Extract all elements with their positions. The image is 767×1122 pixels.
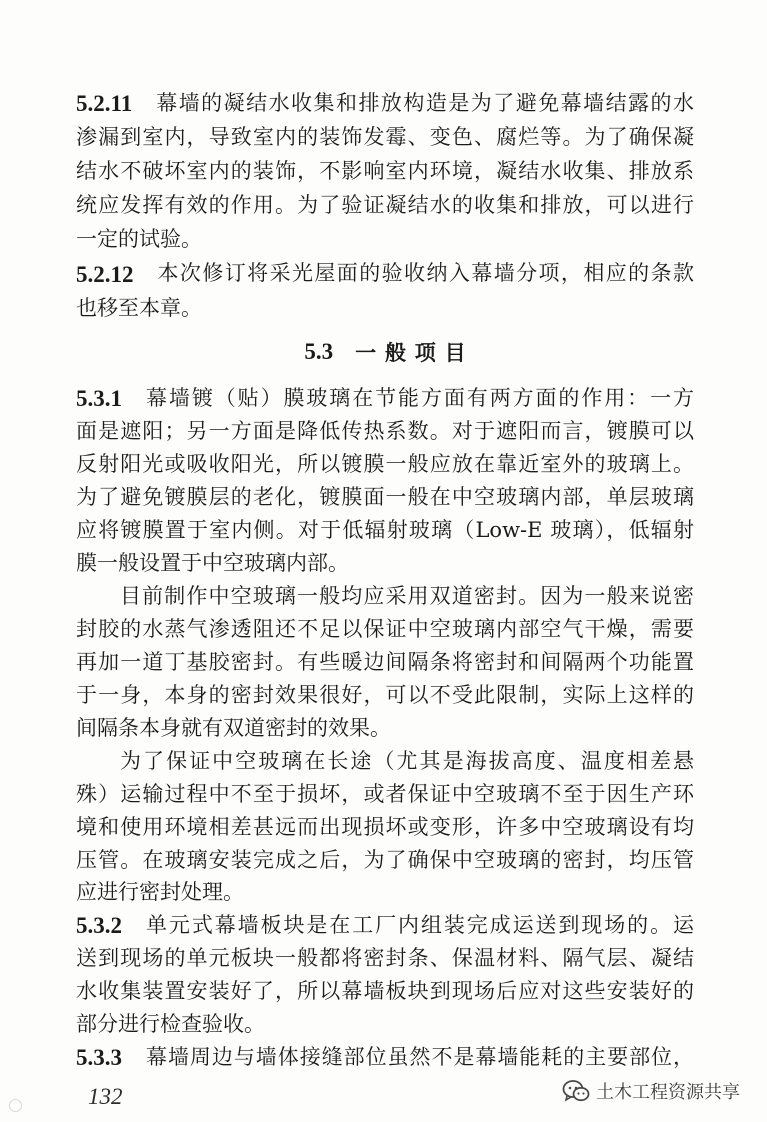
- clause-text: 间隔条本身就有双道密封的效果。: [76, 715, 391, 740]
- watermark-text: 土木工程资源共享: [596, 1082, 740, 1103]
- clause-text: 应将镀膜置于室内侧。对于低辐射玻璃（Low-E 玻璃），低辐射: [76, 518, 694, 543]
- clause-5-2-12: [76, 257, 694, 325]
- clause-text: 封胶的水蒸气渗透阻还不足以保证中空玻璃内部空气干燥，需要: [76, 616, 694, 641]
- text-line: [76, 481, 694, 514]
- text-line: [76, 975, 694, 1008]
- clause-number: 5.3.2: [76, 913, 122, 939]
- clause-text: 也移至本章。: [76, 295, 202, 320]
- text-line: [76, 877, 694, 910]
- clause-text: 部分进行检查验收。: [76, 1012, 265, 1037]
- text-line: [76, 646, 694, 679]
- section-5-3-body: [76, 383, 694, 1075]
- text-line: [76, 613, 694, 646]
- text-line: [76, 383, 694, 416]
- section-5-2-continued: [76, 86, 694, 325]
- clause-5-2-11: [76, 86, 694, 257]
- clause-number: 5.2.12: [76, 261, 134, 287]
- section-heading: [76, 335, 694, 369]
- clause-number: 5.2.11: [76, 90, 133, 116]
- clause-text: 一定的试验。: [76, 227, 202, 252]
- clause-5-3-2: [76, 910, 694, 1042]
- text-line: [76, 679, 694, 712]
- text-line: [76, 910, 694, 943]
- text-line: [76, 189, 694, 223]
- clause-number: 5.3.3: [76, 1045, 122, 1071]
- clause-text: 本次修订将采光屋面的验收纳入幕墙分项，相应的条款: [157, 261, 694, 286]
- clause-text: 送到现场的单元板块一般都将密封条、保温材料、隔气层、凝结: [76, 946, 694, 971]
- clause-text: 反射阳光或吸收阳光，所以镀膜一般应放在靠近室外的玻璃上。: [76, 452, 694, 477]
- section-number: 5.3: [304, 339, 334, 364]
- text-line: [76, 154, 694, 188]
- paragraph: [76, 580, 694, 745]
- clause-number: 5.3.1: [76, 386, 122, 412]
- clause-text: 目前制作中空玻璃一般均应采用双道密封。因为一般来说密: [120, 584, 694, 609]
- section-title: 一般项目: [355, 341, 475, 365]
- clause-5-3-3: [76, 1041, 694, 1074]
- watermark: [562, 1078, 740, 1104]
- text-line: [76, 547, 694, 580]
- text-line: [76, 291, 694, 325]
- text-line: [76, 844, 694, 877]
- clause-text: 殊）运输过程中不至于损坏，或者保证中空玻璃不至于因生产环: [76, 781, 694, 806]
- text-line: [76, 745, 694, 778]
- clause-text: 幕墙的凝结水收集和排放构造是为了避免幕墙结露的水: [156, 90, 694, 115]
- text-line: [76, 514, 694, 547]
- clause-text: 幕墙镀（贴）膜玻璃在节能方面有两方面的作用：一方: [146, 386, 694, 411]
- paragraph: [76, 383, 694, 581]
- watermark-logo-icon: [9, 1099, 22, 1112]
- text-line: [76, 580, 694, 613]
- clause-text: 渗漏到室内，导致室内的装饰发霉、变色、腐烂等。为了确保凝: [76, 124, 694, 149]
- page-number: 132: [88, 1084, 123, 1109]
- text-line: [76, 257, 694, 291]
- text-line: [76, 1008, 694, 1041]
- clause-text: 面是遮阳；另一方面是降低传热系数。对于遮阳而言，镀膜可以: [76, 419, 694, 444]
- clause-5-3-1: [76, 383, 694, 910]
- text-line: [76, 86, 694, 120]
- clause-text: 再加一道丁基胶密封。有些暖边间隔条将密封和间隔两个功能置: [76, 649, 694, 674]
- text-line: [76, 120, 694, 154]
- text-line: [76, 942, 694, 975]
- clause-text: 于一身，本身的密封效果很好，可以不受此限制，实际上这样的: [76, 682, 694, 707]
- clause-text: 单元式幕墙板块是在工厂内组装完成运送到现场的。运: [146, 913, 694, 938]
- text-line: [76, 1041, 694, 1074]
- clause-text: 应进行密封处理。: [76, 880, 244, 905]
- clause-text: 膜一般设置于中空玻璃内部。: [76, 551, 349, 576]
- text-line: [76, 223, 694, 257]
- text-line: [76, 778, 694, 811]
- clause-text: 压管。在玻璃安装完成之后，为了确保中空玻璃的密封，均压管: [76, 847, 694, 872]
- clause-text: 结水不破坏室内的装饰，不影响室内环境，凝结水收集、排放系: [76, 158, 694, 183]
- paragraph: [76, 745, 694, 910]
- text-line: [76, 811, 694, 844]
- text-line: [76, 712, 694, 745]
- clause-text: 境和使用环境相差甚远而出现损坏或变形，许多中空玻璃设有均: [76, 814, 694, 839]
- clause-text: 幕墙周边与墙体接缝部位虽然不是幕墙能耗的主要部位，: [146, 1045, 694, 1070]
- clause-text: 为了避免镀膜层的老化，镀膜面一般在中空玻璃内部，单层玻璃: [76, 485, 694, 510]
- text-line: [76, 415, 694, 448]
- clause-text: 水收集装置安装好了，所以幕墙板块到现场后应对这些安装好的: [76, 979, 694, 1004]
- clause-text: 为了保证中空玻璃在长途（尤其是海拔高度、温度相差悬: [120, 748, 694, 773]
- wechat-icon: [562, 1079, 590, 1103]
- text-line: [76, 448, 694, 481]
- clause-text: 统应发挥有效的作用。为了验证凝结水的收集和排放，可以进行: [76, 193, 694, 218]
